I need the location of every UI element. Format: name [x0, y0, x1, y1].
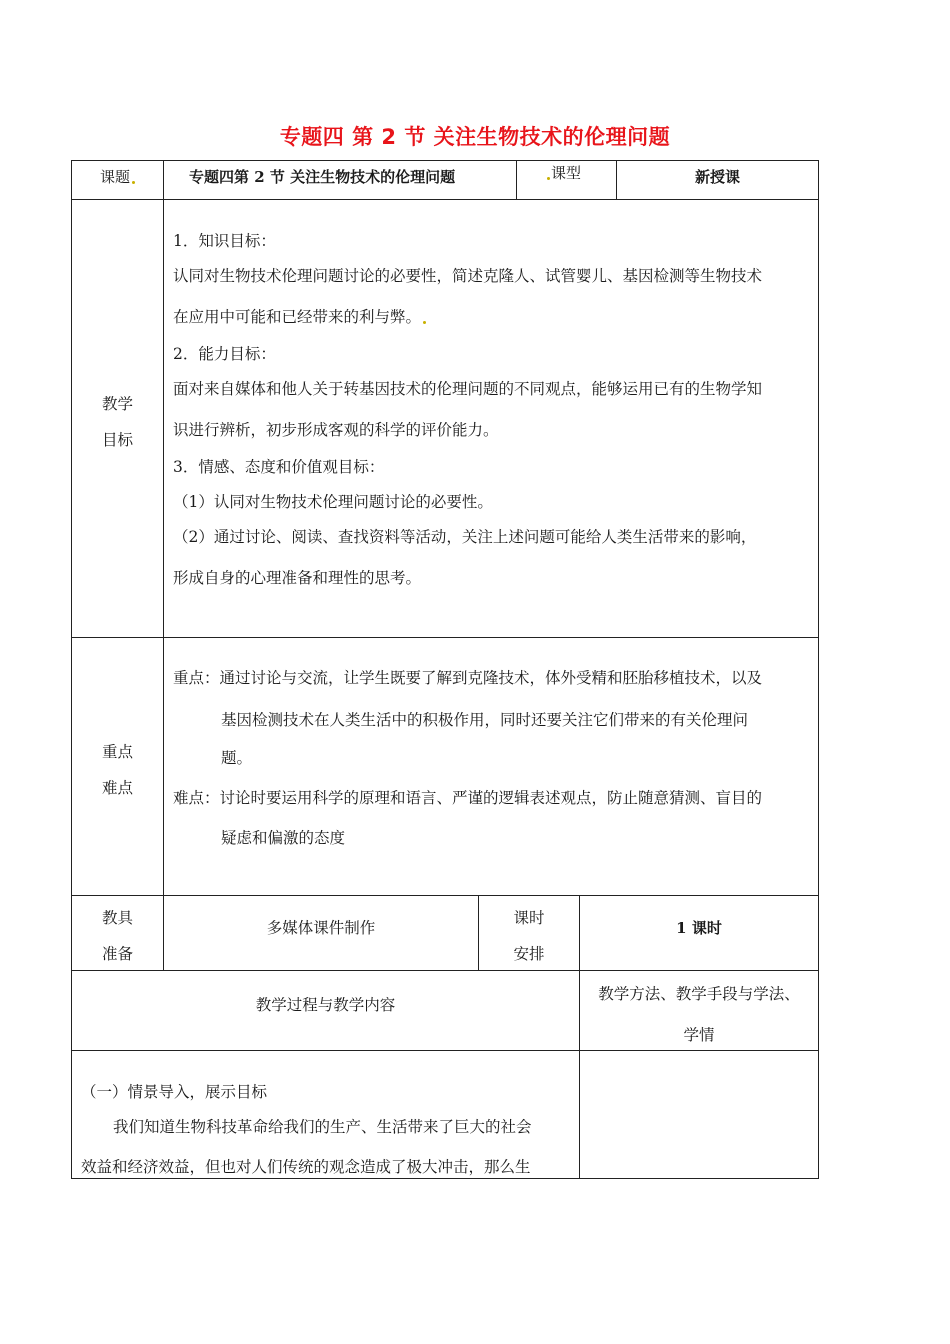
section-heading: （一）情景导入，展示目标 — [81, 1083, 268, 1101]
methods-header: 教学方法、教学手段与学法、 学情 — [598, 985, 800, 1044]
table-border-top — [71, 160, 819, 161]
schedule-label: 课时 安排 — [513, 909, 545, 963]
mark-dot — [547, 177, 550, 180]
topic-value: 专题四第 2 节 关注生物技术的伦理问题 — [189, 168, 456, 186]
table-col-divider — [163, 160, 164, 970]
goal-line: （2）通过讨论、阅读、查找资料等活动，关注上述问题可能给人类生活带来的影响， — [173, 528, 757, 546]
table-row-divider — [71, 970, 819, 971]
goal-line: 在应用中可能和已经带来的利与弊。 — [173, 305, 426, 327]
table-row-divider — [71, 199, 819, 200]
key-point-line: 重点：通过讨论与交流，让学生既要了解到克隆技术，体外受精和胚胎移植技术，以及 — [173, 669, 763, 687]
table-border-left — [71, 160, 72, 1179]
key-point-line: 基因检测技术在人类生活中的积极作用，同时还要关注它们带来的有关伦理问 — [221, 711, 749, 729]
table-row-divider — [71, 895, 819, 896]
process-header: 教学过程与教学内容 — [255, 996, 396, 1014]
goal-line: 认同对生物技术伦理问题讨论的必要性，简述克隆人、试管婴儿、基因检测等生物技术 — [173, 267, 763, 285]
goals-label: 教学 目标 — [101, 395, 133, 449]
goal-line: 面对来自媒体和他人关于转基因技术的伦理问题的不同观点，能够运用已有的生物学知 — [173, 380, 763, 398]
table-border-bottom — [71, 1178, 819, 1179]
lesson-type-label: 课型 — [547, 164, 615, 182]
mark-dot — [423, 321, 426, 324]
materials-label: 教具 准备 — [101, 909, 133, 963]
table-col-divider — [516, 160, 517, 200]
schedule-value: 1 课时 — [676, 919, 722, 937]
key-points-label: 重点 难点 — [101, 743, 133, 797]
content-line: 效益和经济效益，但也对人们传统的观念造成了极大冲击，那么生 — [81, 1158, 531, 1176]
goal-line: 2．能力目标： — [173, 345, 276, 363]
difficulty-line: 疑虑和偏激的态度 — [221, 829, 346, 847]
goal-line: 3．情感、态度和价值观目标： — [173, 458, 385, 476]
goal-line: （1）认同对生物技术伦理问题讨论的必要性。 — [173, 493, 493, 511]
key-point-line: 题。 — [221, 749, 253, 767]
table-border-right — [818, 160, 819, 1179]
goal-line: 识进行辨析，初步形成客观的科学的评价能力。 — [173, 421, 499, 439]
materials-value: 多媒体课件制作 — [266, 919, 376, 937]
table-row-divider — [71, 637, 819, 638]
goal-line: 形成自身的心理准备和理性的思考。 — [173, 569, 422, 587]
topic-label: 课题 — [72, 168, 163, 186]
mark-dot — [132, 181, 135, 184]
goal-line: 1．知识目标： — [173, 232, 276, 250]
content-line: 我们知道生物科技革命给我们的生产、生活带来了巨大的社会 — [113, 1118, 532, 1136]
difficulty-line: 难点：讨论时要运用科学的原理和语言、严谨的逻辑表述观点，防止随意猜测、盲目的 — [173, 789, 763, 807]
lesson-type-value: 新授课 — [694, 168, 740, 186]
document-title: 专题四 第 2 节 关注生物技术的伦理问题 — [279, 125, 671, 149]
